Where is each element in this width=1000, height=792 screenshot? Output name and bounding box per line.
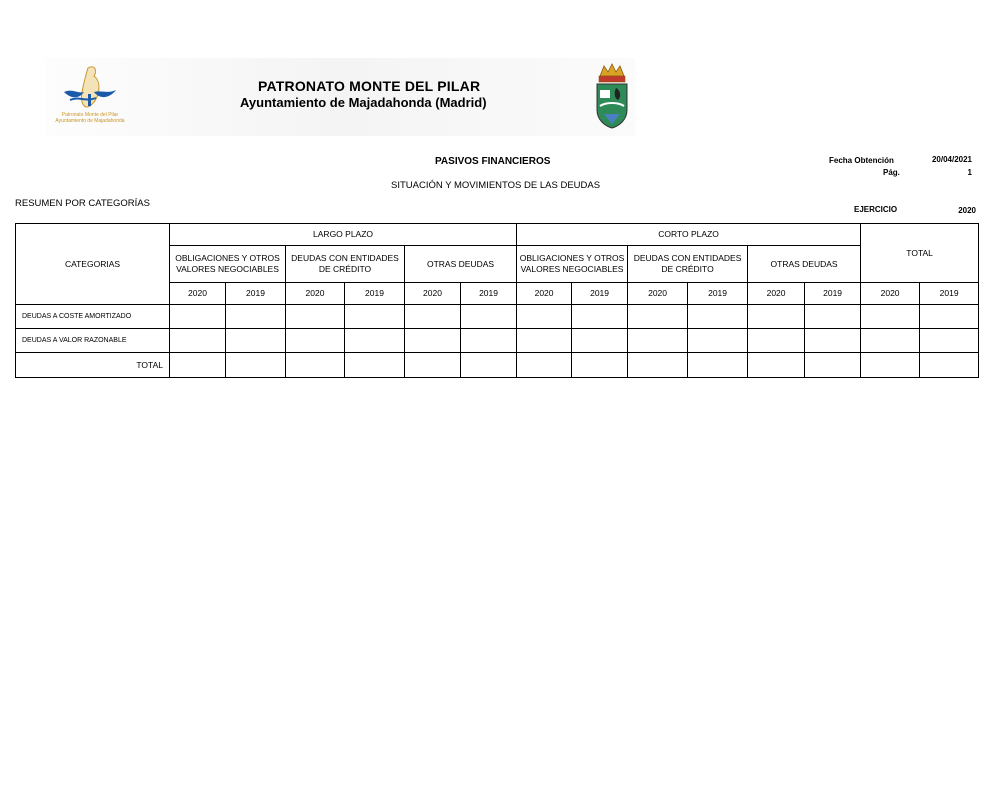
largo-plazo-header: LARGO PLAZO — [170, 224, 517, 246]
year-2020: 2020 — [748, 283, 805, 305]
row-label-valor-razonable: DEUDAS A VALOR RAZONABLE — [16, 329, 170, 353]
corto-plazo-header: CORTO PLAZO — [517, 224, 861, 246]
year-2019: 2019 — [572, 283, 628, 305]
year-2019: 2019 — [805, 283, 861, 305]
lp-otras-deudas-header: OTRAS DEUDAS — [405, 246, 517, 283]
pag-label: Pág. — [883, 168, 900, 177]
fecha-label: Fecha Obtención — [829, 156, 894, 165]
total-row-label: TOTAL — [16, 353, 170, 378]
year-2019: 2019 — [345, 283, 405, 305]
year-2020: 2020 — [170, 283, 226, 305]
total-header: TOTAL — [861, 224, 979, 283]
row-label-coste-amortizado: DEUDAS A COSTE AMORTIZADO — [16, 305, 170, 329]
year-2020: 2020 — [405, 283, 461, 305]
report-subtitle: SITUACIÓN Y MOVIMIENTOS DE LAS DEUDAS — [391, 180, 601, 191]
year-2020: 2020 — [517, 283, 572, 305]
total-row — [16, 353, 979, 378]
year-2019: 2019 — [226, 283, 286, 305]
year-2019: 2019 — [920, 283, 979, 305]
org-subtitle: Ayuntamiento de Majadahonda (Madrid) — [240, 95, 487, 110]
cp-deudas-credito-header: DEUDAS CON ENTIDADES DE CRÉDITO — [628, 246, 748, 283]
section-title: RESUMEN POR CATEGORÍAS — [15, 198, 150, 209]
fecha-value: 20/04/2021 — [931, 155, 972, 164]
categorias-header: CATEGORIAS — [16, 224, 170, 305]
org-title: PATRONATO MONTE DEL PILAR — [258, 78, 481, 94]
patronato-logo — [50, 62, 128, 132]
debts-summary-table — [15, 223, 979, 378]
cp-obligaciones-header: OBLIGACIONES Y OTROS VALORES NEGOCIABLES — [517, 246, 628, 283]
year-2019: 2019 — [461, 283, 517, 305]
ejercicio-label: EJERCICIO — [854, 205, 898, 214]
majadahonda-crest — [592, 62, 632, 132]
lp-deudas-credito-header: DEUDAS CON ENTIDADES DE CRÉDITO — [286, 246, 405, 283]
table-row — [16, 305, 979, 329]
year-2020: 2020 — [286, 283, 345, 305]
coat-of-arms-icon — [592, 62, 632, 132]
table-row — [16, 329, 979, 353]
lp-obligaciones-header: OBLIGACIONES Y OTROS VALORES NEGOCIABLES — [170, 246, 286, 283]
year-2020: 2020 — [628, 283, 688, 305]
ejercicio-value: 2020 — [958, 206, 976, 215]
pag-value: 1 — [967, 168, 972, 177]
year-2019: 2019 — [688, 283, 748, 305]
report-title: PASIVOS FINANCIEROS — [435, 156, 551, 167]
cp-otras-deudas-header: OTRAS DEUDAS — [748, 246, 861, 283]
year-2020: 2020 — [861, 283, 920, 305]
logo-caption: Patronato Monte del Pilar Ayuntamiento de Majadahonda — [55, 112, 125, 124]
